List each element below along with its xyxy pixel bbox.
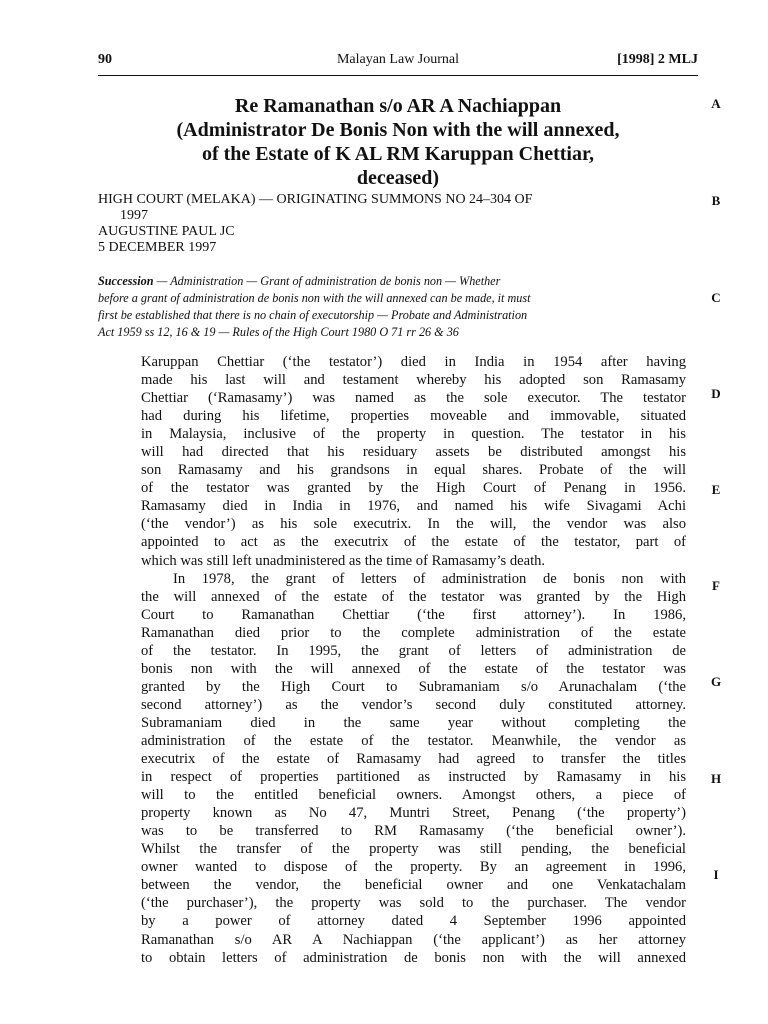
headnote-line: will to the entitled beneficial owners. Amongst others, a piece of [141,787,686,804]
headnote-line: Whilst the transfer of the property was still pending, the beneficial [141,841,686,858]
headnote-line: made his last will and testament whereby his adopted son Ramasamy [141,372,686,389]
headnote-line: son Ramasamy and his grandsons in equal shares. Probate of the will [141,462,686,479]
catchwords-line [98,273,698,290]
headnote-line: Court to Ramanathan Chettiar (‘the first attorney’). In 1986, [141,606,686,623]
page-number: 90 [98,52,112,67]
headnote-line: had during his lifetime, properties moveable and immovable, situated [141,408,686,425]
margin-letter: A [711,96,721,111]
headnote-body [141,353,686,967]
judgment-date: 5 DECEMBER 1997 [98,240,217,255]
court-line: HIGH COURT (MELAKA) — ORIGINATING SUMMONS NO 24–304 OF [98,192,533,207]
catchwords-line: Act 1959 ss 12, 16 & 19 — Rules of the High Court 1980 O 71 rr 26 & 36 [98,325,459,339]
headnote-paragraph [141,353,686,570]
headnote-line: executrix of the estate of Ramasamy had agreed to transfer the titles [141,751,686,768]
headnote-line: Karuppan Chettiar (‘the testator’) died in India in 1954 after having [141,354,686,370]
catchwords [98,273,698,341]
headnote-line: to obtain letters of administration de bonis non with the will annexed [141,949,686,966]
citation: [1998] 2 MLJ [617,52,698,67]
headnote-line: Chettiar (‘Ramasamy’) was named as the sole executor. The testator [141,390,686,407]
headnote-line: was to be transferred to RM Ramasamy (‘the beneficial owner’). [141,823,686,840]
headnote-line: second attorney’) as the vendor’s second duly constituted attorney. [141,696,686,713]
headnote-line: the will annexed of the estate of the testator was granted by the High [141,588,686,605]
header-rule [98,75,698,76]
headnote-line: Ramanathan s/o AR A Nachiappan (‘the applicant’) as her attorney [141,931,686,948]
margin-letter: C [711,290,721,305]
headnote-line: will had directed that his residuary assets be distributed amongst his [141,444,686,461]
headnote-line: of the testator. In 1995, the grant of letters of administration de [141,642,686,659]
running-header [98,52,698,74]
margin-letter: H [710,771,722,786]
headnote-line: appointed to act as the executrix of the estate of the testator, part of [141,534,686,551]
headnote-paragraph [141,570,686,967]
headnote-line: which was still left unadministered as the time of Ramasamy’s death. [141,552,546,569]
case-title-line: (Administrator De Bonis Non with the will annexed, [176,119,620,141]
catchwords-lead: Succession [98,274,154,288]
headnote-line: property known as No 47, Muntri Street, Penang (‘the property’) [141,805,686,822]
headnote-line: in respect of properties partitioned as instructed by Ramasamy in his [141,769,686,786]
headnote-line: bonis non with the will annexed of the estate of the testator was [141,660,686,677]
headnote-line: (‘the purchaser’), the property was sold to the purchaser. The vendor [141,895,686,912]
margin-letter: I [713,867,719,882]
headnote-line: by a power of attorney dated 4 September 1996 appointed [141,913,686,930]
headnote-line: Subramaniam died in the same year without completing the [141,714,686,731]
margin-letter: G [710,674,722,689]
headnote-line: between the vendor, the beneficial owner and one Venkatachalam [141,877,686,894]
margin-letter: B [711,193,721,208]
headnote-line: administration of the estate of the testator. Meanwhile, the vendor as [141,732,686,749]
catchwords-line: before a grant of administration de bonis non with the will annexed can be made, it must [98,291,531,305]
headnote-line: in Malaysia, inclusive of the property in question. The testator in his [141,426,686,443]
case-info [98,192,698,256]
headnote-line: of the testator was granted by the High Court of Penang in 1956. [141,480,686,497]
case-title-line: deceased) [356,167,440,189]
headnote-line: (‘the vendor’) as his sole executrix. In the will, the vendor was also [141,516,686,533]
case-title-line: of the Estate of K AL RM Karuppan Chettiar, [201,143,595,165]
headnote-line: In 1978, the grant of letters of administration de bonis non with [173,570,686,587]
catchwords-text: — Administration — Grant of administration de bonis non — Whether [153,274,501,288]
headnote-line: granted by the High Court to Subramaniam s/o Arunachalam (‘the [141,678,686,695]
case-title [98,94,698,190]
journal-name: Malayan Law Journal [336,52,460,67]
margin-letter: E [711,482,721,497]
judge-name: AUGUSTINE PAUL JC [98,224,235,239]
margin-letter: D [711,386,721,401]
headnote-line: owner wanted to dispose of the property. By an agreement in 1996, [141,859,686,876]
margin-letter: F [712,578,720,593]
court-line-continued: 1997 [120,208,148,223]
case-title-line: Re Ramanathan s/o AR A Nachiappan [234,95,562,117]
catchwords-line: first be established that there is no chain of executorship — Probate and Administration [98,308,528,322]
headnote-line: Ramanathan died prior to the complete administration of the estate [141,624,686,641]
headnote-line: Ramasamy died in India in 1976, and named his wife Sivagami Achi [141,498,686,515]
